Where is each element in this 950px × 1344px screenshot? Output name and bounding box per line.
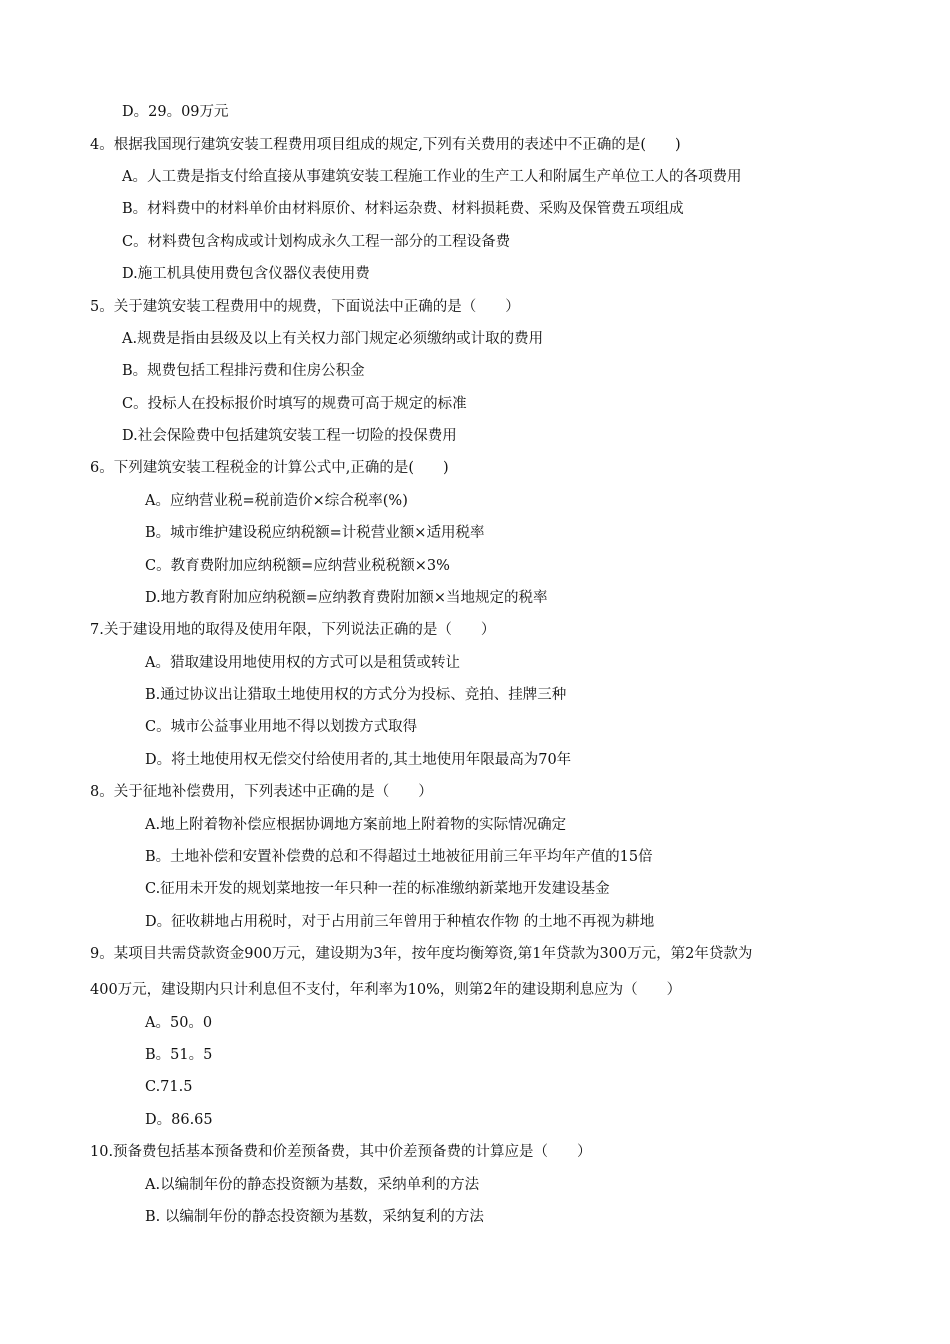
option-line: D.地方教育附加应纳税额=应纳教育费附加额×当地规定的税率 bbox=[145, 590, 548, 606]
option-line: B。土地补偿和安置补偿费的总和不得超过土地被征用前三年平均年产值的15倍 bbox=[145, 849, 653, 865]
option-line: B。城市维护建设税应纳税额=计税营业额×适用税率 bbox=[145, 525, 485, 541]
option-line: B.通过协议出让猎取土地使用权的方式分为投标、竞拍、挂牌三种 bbox=[145, 687, 567, 703]
option-line: C。材料费包含构成或计划构成永久工程一部分的工程设备费 bbox=[122, 234, 511, 250]
question-stem: 6。下列建筑安装工程税金的计算公式中,正确的是( ) bbox=[90, 460, 449, 476]
option-line: A。应纳营业税=税前造价×综合税率(%) bbox=[145, 493, 408, 509]
option-line: A.规费是指由县级及以上有关权力部门规定必须缴纳或计取的费用 bbox=[122, 331, 544, 347]
option-line: B。材料费中的材料单价由材料原价、材料运杂费、材料损耗费、采购及保管费五项组成 bbox=[122, 201, 684, 217]
option-line: D.施工机具使用费包含仪器仪表使用费 bbox=[122, 266, 370, 282]
option-line: D。征收耕地占用税时，对于占用前三年曾用于种植农作物 的土地不再视为耕地 bbox=[145, 914, 655, 930]
option-line: A。猎取建设用地使用权的方式可以是租赁或转让 bbox=[145, 655, 460, 671]
question-stem: 4。根据我国现行建筑安装工程费用项目组成的规定,下列有关费用的表述中不正确的是( ) bbox=[90, 137, 681, 153]
option-line: B。51。5 bbox=[145, 1047, 213, 1063]
option-line: B。规费包括工程排污费和住房公积金 bbox=[122, 363, 365, 379]
question-stem: 7.关于建设用地的取得及使用年限，下列说法正确的是（ ） bbox=[90, 622, 496, 638]
question-stem-continued: 400万元，建设期内只计利息但不支付，年利率为10%，则第2年的建设期利息应为（ ） bbox=[90, 982, 682, 998]
option-line: B. 以编制年份的静态投资额为基数，采纳复利的方法 bbox=[145, 1209, 484, 1225]
option-line: C。城市公益事业用地不得以划拨方式取得 bbox=[145, 719, 418, 735]
question-stem: 5。关于建筑安装工程费用中的规费，下面说法中正确的是（ ） bbox=[90, 299, 520, 315]
option-line: A.以编制年份的静态投资额为基数，采纳单利的方法 bbox=[145, 1177, 480, 1193]
option-line: A。50。0 bbox=[145, 1015, 213, 1031]
option-line: D。29。09万元 bbox=[122, 104, 229, 120]
option-line: A.地上附着物补偿应根据协调地方案前地上附着物的实际情况确定 bbox=[145, 817, 567, 833]
option-line: C。投标人在投标报价时填写的规费可高于规定的标准 bbox=[122, 396, 467, 412]
question-stem: 8。关于征地补偿费用，下列表述中正确的是（ ） bbox=[90, 784, 433, 800]
option-line: D。将土地使用权无偿交付给使用者的,其土地使用年限最高为70年 bbox=[145, 752, 572, 768]
option-line: C.征用未开发的规划菜地按一年只种一茬的标准缴纳新菜地开发建设基金 bbox=[145, 881, 610, 897]
question-stem: 9。某项目共需贷款资金900万元，建设期为3年，按年度均衡筹资,第1年贷款为300万元，第2年贷款为 bbox=[90, 946, 753, 962]
option-line: D。86.65 bbox=[145, 1112, 213, 1128]
option-line: C。教育费附加应纳税额=应纳营业税税额×3% bbox=[145, 558, 450, 574]
option-line: D.社会保险费中包括建筑安装工程一切险的投保费用 bbox=[122, 428, 457, 444]
option-line: C.71.5 bbox=[145, 1079, 193, 1095]
option-line: A。人工费是指支付给直接从事建筑安装工程施工作业的生产工人和附属生产单位工人的各项费用 bbox=[122, 169, 742, 185]
question-stem: 10.预备费包括基本预备费和价差预备费，其中价差预备费的计算应是（ ） bbox=[90, 1144, 592, 1160]
